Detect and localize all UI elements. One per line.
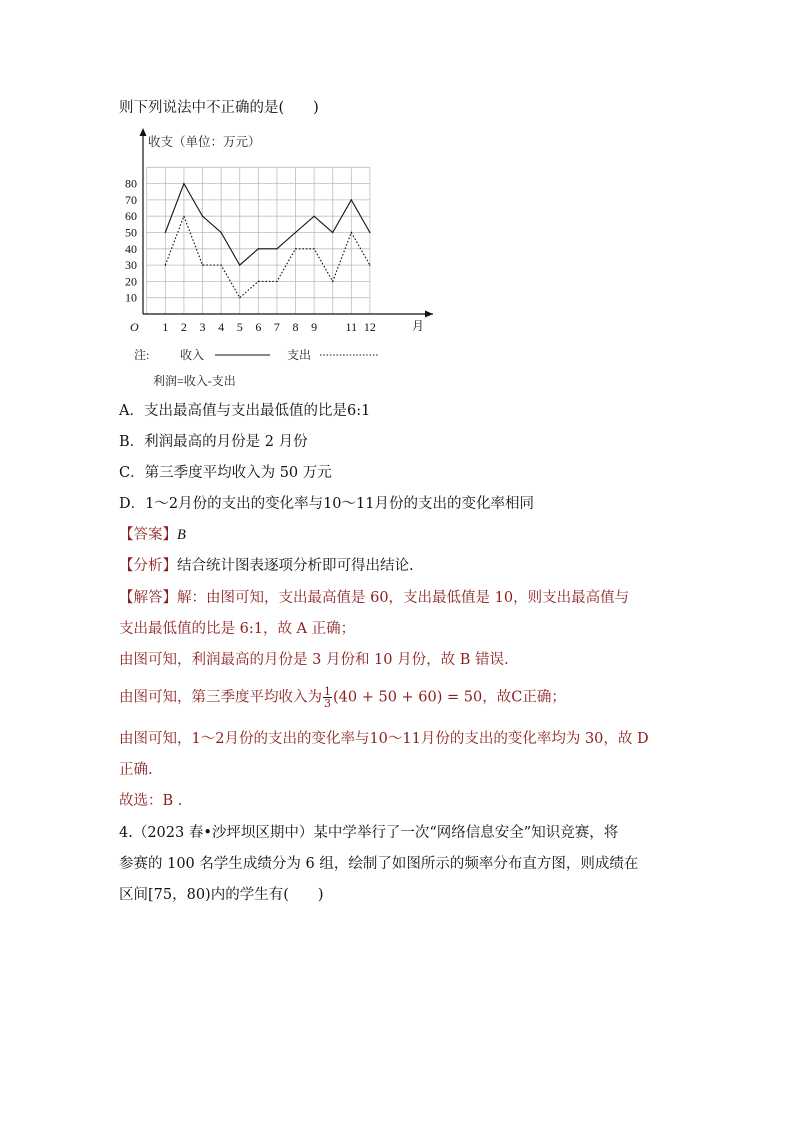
x-tick-label: 1	[162, 320, 169, 334]
legend-income-label: 收入	[180, 348, 205, 362]
x-tick-label: 6	[255, 320, 262, 334]
x-tick-label: 7	[273, 320, 280, 334]
expense-point	[332, 281, 333, 282]
expense-point	[295, 248, 296, 249]
expense-point	[183, 216, 184, 217]
option-d: D．1～2月份的支出的变化率与10～11月份的支出的变化率相同	[119, 496, 534, 512]
solution-line-3: 由图可知，利润最高的月份是 3 月份和 10 月份，故 B 错误.	[119, 652, 509, 668]
income-point	[276, 248, 277, 249]
x-tick-label: 2	[180, 320, 187, 334]
income-point	[239, 265, 240, 266]
x-tick-label: 5	[236, 320, 243, 334]
income-point	[221, 232, 222, 233]
option-b: B．利润最高的月份是 2 月份	[119, 434, 308, 450]
income-point	[202, 216, 203, 217]
answer-label: 【答案】	[119, 527, 177, 543]
income-point	[369, 232, 370, 233]
x-tick-label: 9	[311, 320, 318, 334]
y-tick-label: 20	[125, 274, 137, 289]
expense-point	[369, 265, 370, 266]
analysis-line	[119, 556, 414, 576]
option-c: C．第三季度平均收入为 50 万元	[119, 465, 332, 481]
y-axis-arrow	[140, 128, 147, 136]
y-tick-label: 10	[125, 290, 137, 305]
solution-line-7: 故选：B .	[119, 793, 183, 809]
question4-line-2: 参赛的 100 名学生成绩分为 6 组，绘制了如图所示的频率分布直方图，则成绩在	[119, 856, 639, 872]
origin-label: O	[130, 320, 139, 334]
y-tick-label: 40	[125, 241, 137, 256]
x-tick-label: 11	[345, 320, 358, 334]
x-tick-label: 3	[199, 320, 206, 334]
note-label: 注:	[134, 348, 150, 362]
solution-text-4a: 由图可知，第三季度平均收入为	[119, 689, 322, 706]
x-tick-label: 12	[363, 320, 376, 334]
legend-expense-label: 支出	[287, 348, 312, 362]
question4-line-3: 区间[75，80)内的学生有( )	[119, 887, 324, 903]
income-point	[314, 216, 315, 217]
income-point	[183, 183, 184, 184]
answer-line	[119, 525, 186, 545]
expense-point	[351, 232, 352, 233]
solution-line-5: 由图可知，1～2月份的支出的变化率与10～11月份的支出的变化率均为 30，故 D	[119, 731, 649, 747]
y-axis-label: 收支（单位：万元）	[148, 135, 261, 149]
y-tick-label: 60	[125, 209, 137, 224]
analysis-text: 结合统计图表逐项分析即可得出结论.	[177, 558, 414, 574]
solution-line-6: 正确.	[119, 762, 153, 778]
income-series-line	[165, 184, 370, 266]
x-tick-label: 8	[292, 320, 299, 334]
y-tick-label: 30	[125, 258, 137, 273]
x-tick-label: 4	[218, 320, 225, 334]
expense-point	[276, 281, 277, 282]
x-axis-label: 月	[412, 319, 425, 333]
solution-line-4	[119, 686, 566, 709]
expense-series-line	[165, 216, 370, 298]
expense-point	[314, 248, 315, 249]
solution-label: 【解答】	[119, 590, 177, 606]
option-a: A．支出最高值与支出最低值的比是6:1	[119, 403, 371, 419]
fraction-one-third: $\frac{1}{3}$	[324, 685, 331, 710]
analysis-label: 【分析】	[119, 558, 177, 574]
answer-value: B	[177, 527, 186, 543]
expense-point	[202, 265, 203, 266]
solution-line-2: 支出最低值的比是 6:1，故 A 正确；	[119, 621, 356, 637]
income-expense-chart	[115, 126, 435, 391]
y-tick-label: 80	[125, 176, 137, 191]
solution-text-4b: (40 + 50 + 60) = 50，故C正确；	[333, 689, 566, 706]
income-point	[258, 248, 259, 249]
solution-line-1	[119, 588, 629, 608]
question4-line-1: 4.（2023 春•沙坪坝区期中）某中学举行了一次“网络信息安全”知识竞赛，将	[119, 825, 619, 841]
x-axis-arrow	[425, 311, 433, 318]
income-point	[332, 232, 333, 233]
income-point	[165, 232, 166, 233]
expense-point	[258, 281, 259, 282]
y-tick-label: 50	[125, 225, 137, 240]
income-point	[351, 199, 352, 200]
y-tick-label: 70	[125, 192, 137, 207]
expense-point	[221, 265, 222, 266]
expense-point	[239, 297, 240, 298]
expense-point	[165, 265, 166, 266]
solution-text-1: 解：由图可知，支出最高值是 60，支出最低值是 10，则支出最高值与	[177, 590, 630, 606]
income-point	[295, 232, 296, 233]
profit-formula: 利润=收入-支出	[153, 374, 236, 388]
question-intro: 则下列说法中不正确的是( )	[119, 100, 319, 116]
